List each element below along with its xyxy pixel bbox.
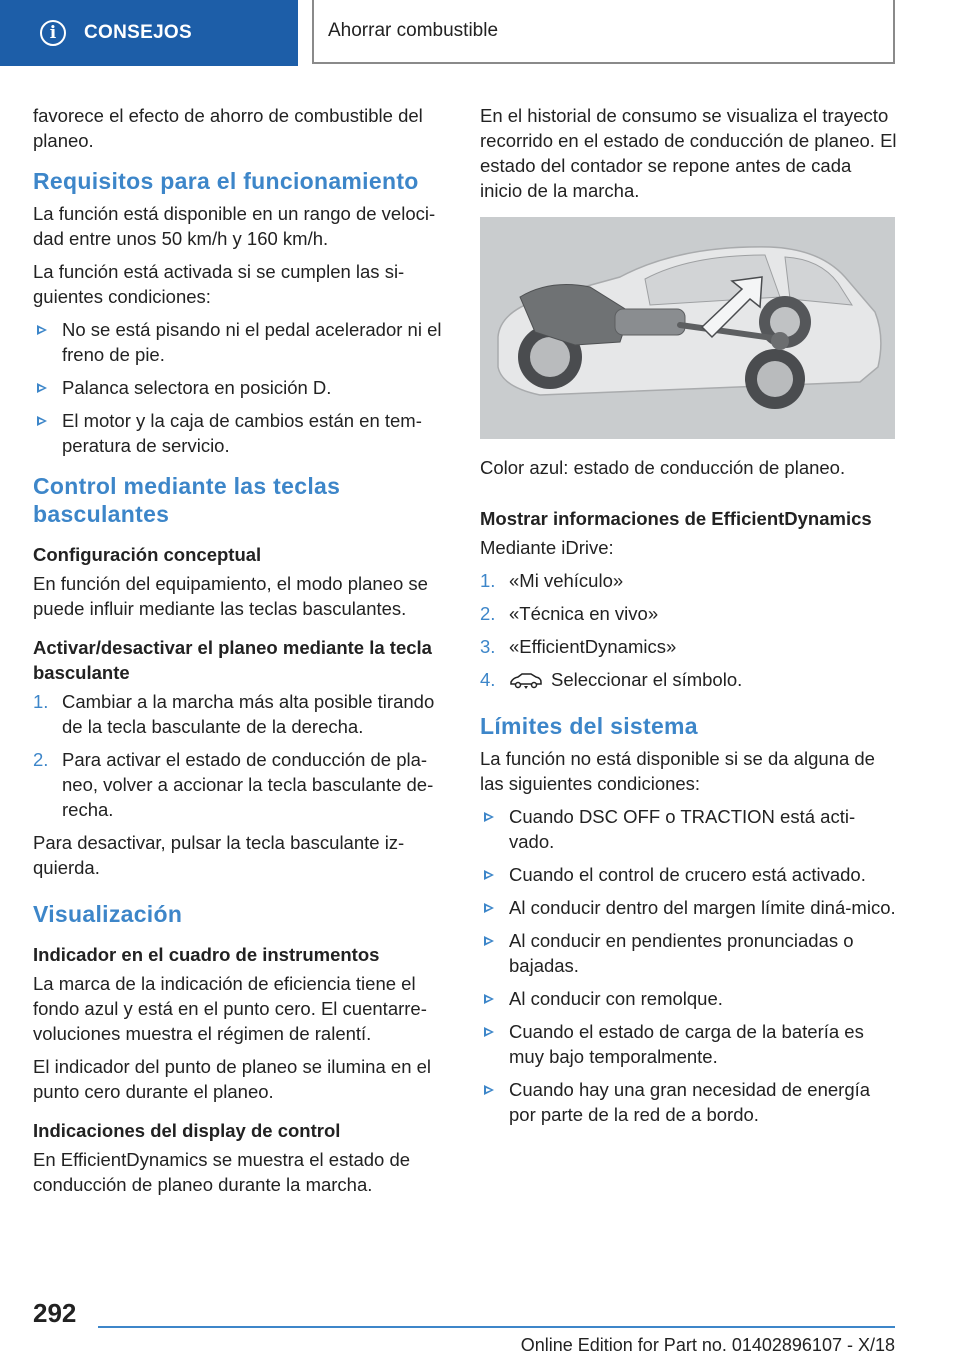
display-paragraph: En EfficientDynamics se muestra el estado de conducción de planeo durante la marcha. — [33, 1149, 411, 1195]
list-item: Cuando DSC OFF o TRACTION está acti-vado. — [480, 804, 897, 854]
chapter-tab-label: CONSEJOS — [84, 22, 192, 43]
activate-steps — [33, 689, 448, 822]
idrive-steps — [480, 568, 897, 692]
section-header — [312, 0, 895, 64]
list-item — [33, 689, 448, 739]
config-subheading: Configuración conceptual — [33, 544, 262, 565]
list-item: Al conducir dentro del margen límite diná-mico. — [480, 895, 897, 920]
step-number: 2. — [33, 749, 49, 770]
display-subheading: Indicaciones del display de control — [33, 1120, 341, 1141]
step-number: 4. — [480, 669, 496, 690]
deactivate-paragraph: Para desactivar, pulsar la tecla basculante iz-quierda. — [33, 832, 405, 878]
right-column — [480, 103, 897, 1135]
step-text: Para activar el estado de conducción de pla-neo, volver a accionar la tecla basculante de-recha. — [62, 749, 434, 820]
list-item: Al conducir en pendientes pronunciadas o bajadas. — [480, 928, 897, 978]
list-item: Cuando hay una gran necesidad de energía por parte de la red de a bordo. — [480, 1077, 897, 1127]
step-text: Seleccionar el símbolo. — [551, 669, 743, 690]
limits-list — [480, 804, 897, 1127]
car-drivetrain-illustration — [480, 217, 895, 439]
list-item — [480, 667, 897, 692]
list-item — [33, 747, 448, 822]
requirements-paragraph-1: La función está disponible en un rango de veloci-dad entre unos 50 km/h y 160 km/h. — [33, 203, 436, 249]
edition-footer: Online Edition for Part no. 01402896107 - X/18 — [520, 1335, 895, 1355]
visualization-heading: Visualización — [33, 901, 183, 927]
list-item — [480, 568, 897, 593]
indicator-subheading: Indicador en el cuadro de instrumentos — [33, 944, 380, 965]
limits-heading: Límites del sistema — [480, 713, 698, 739]
step-number: 1. — [33, 691, 49, 712]
intro-paragraph: favorece el efecto de ahorro de combustible del planeo. — [33, 105, 423, 151]
list-item: El motor y la caja de cambios están en tem-peratura de servicio. — [33, 408, 448, 458]
list-item: Al conducir con remolque. — [480, 986, 897, 1011]
history-paragraph: En el historial de consumo se visualiza el trayecto recorrido en el estado de conducción de planeo. El estado del contador se repone antes de cada inicio de la marcha. — [480, 105, 897, 201]
list-item: Cuando el estado de carga de la batería es muy bajo temporalmente. — [480, 1019, 897, 1069]
figure-caption: Color azul: estado de conducción de planeo. — [480, 457, 846, 478]
indicator-paragraph-2: El indicador del punto de planeo se ilumina en el punto cero durante el planeo. — [33, 1056, 432, 1102]
requirements-heading: Requisitos para el funcionamiento — [33, 168, 419, 194]
config-paragraph: En función del equipamiento, el modo planeo se puede influir mediante las teclas basculantes. — [33, 573, 428, 619]
control-heading: Control mediante las teclas basculantes — [33, 473, 341, 527]
chapter-tab[interactable] — [0, 0, 298, 66]
car-efficiency-icon — [509, 672, 543, 690]
footer-divider — [98, 1326, 895, 1328]
requirements-list — [33, 317, 448, 458]
menu-item-label: «Técnica en vivo» — [509, 603, 659, 624]
list-item — [480, 634, 897, 659]
step-text: Cambiar a la marcha más alta posible tirando de la tecla basculante de la derecha. — [62, 691, 435, 737]
list-item — [480, 601, 897, 626]
step-number: 1. — [480, 570, 496, 591]
indicator-paragraph-1: La marca de la indicación de eficiencia tiene el fondo azul y está en el punto cero. El cuentarre-voluciones muestra el régimen de ralentí. — [33, 973, 427, 1044]
limits-paragraph: La función no está disponible si se da alguna de las siguientes condiciones: — [480, 748, 875, 794]
list-item: Palanca selectora en posición D. — [33, 375, 448, 400]
list-item: Cuando el control de crucero está activado. — [480, 862, 897, 887]
show-info-subheading: Mostrar informaciones de EfficientDynamics — [480, 508, 872, 529]
info-icon: i — [40, 20, 66, 46]
requirements-paragraph-2: La función está activada si se cumplen las si-guientes condiciones: — [33, 261, 405, 307]
menu-item-label: «EfficientDynamics» — [509, 636, 677, 657]
menu-item-label: «Mi vehículo» — [509, 570, 624, 591]
step-number: 3. — [480, 636, 496, 657]
activate-subheading: Activar/desactivar el planeo mediante la tecla basculante — [33, 637, 432, 683]
show-info-paragraph: Mediante iDrive: — [480, 537, 614, 558]
step-number: 2. — [480, 603, 496, 624]
left-column — [33, 103, 448, 1205]
section-title: Ahorrar combustible — [328, 20, 499, 41]
list-item: No se está pisando ni el pedal acelerador ni el freno de pie. — [33, 317, 448, 367]
page-number: 292 — [33, 1298, 77, 1328]
